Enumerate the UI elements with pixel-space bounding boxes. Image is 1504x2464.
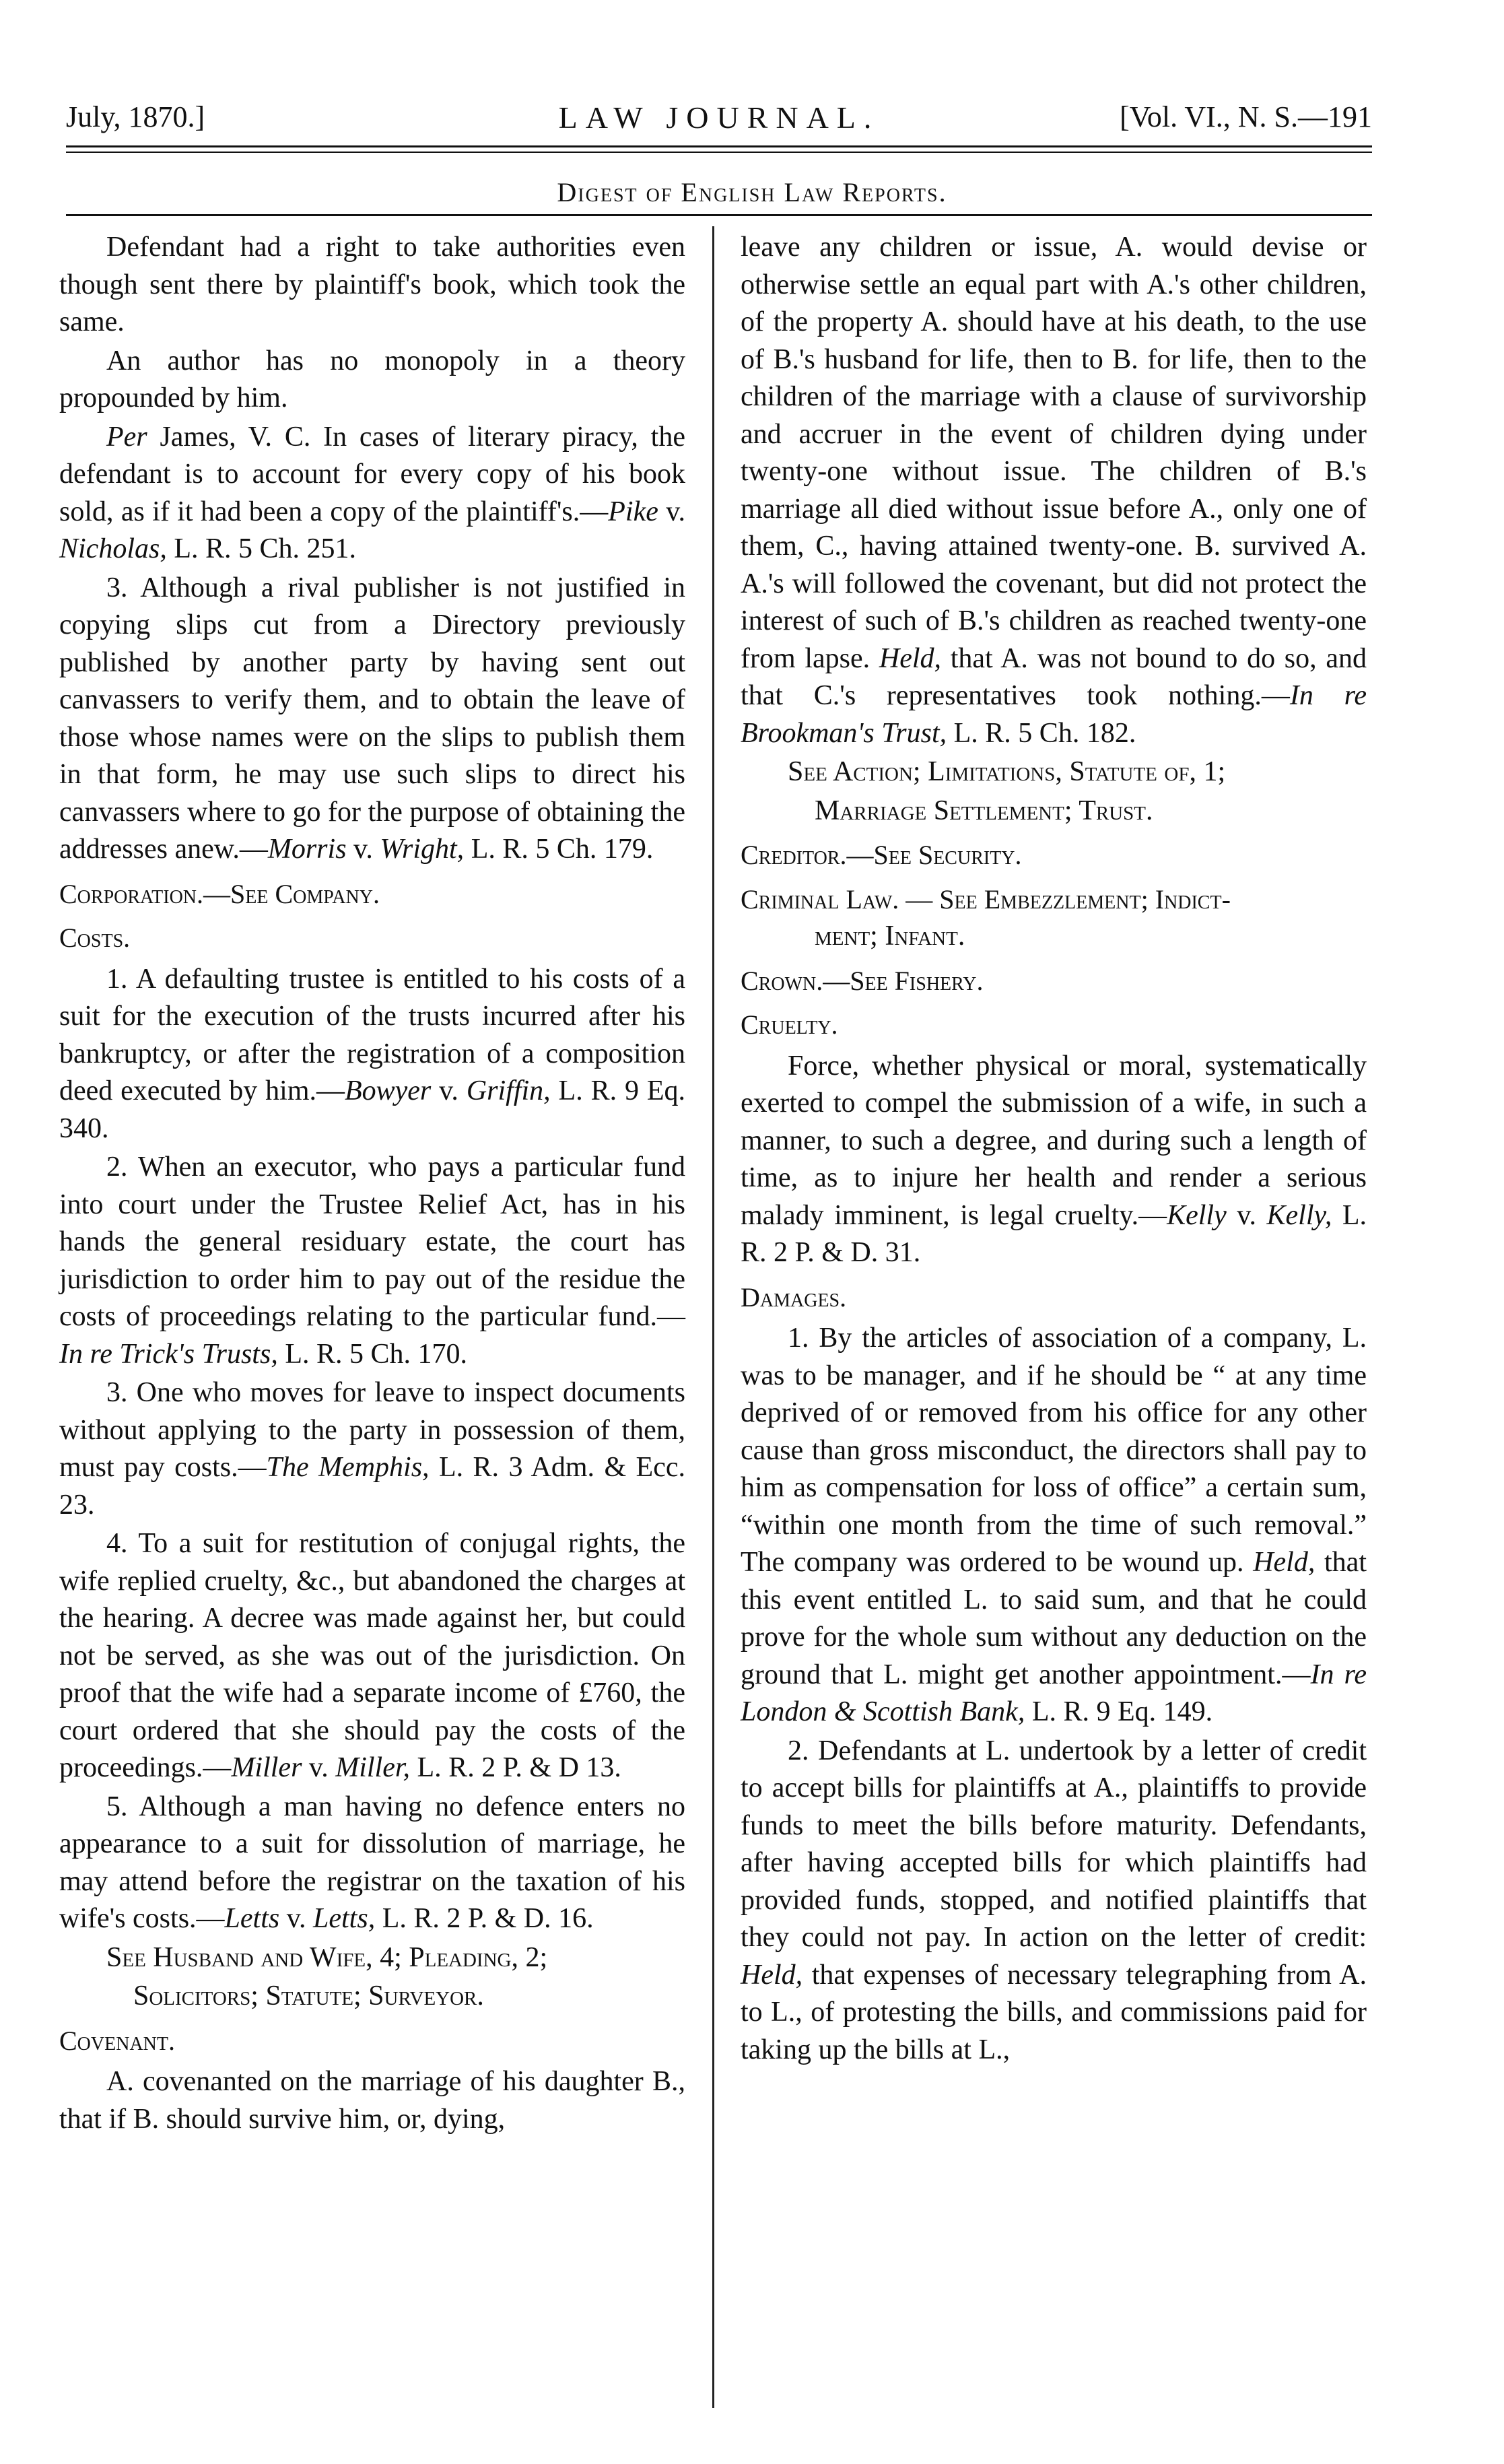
paragraph: 1. By the articles of association of a company, L. was to be manager, and if he should be “ at any time deprived of or removed from his office for any other cause than gross misconduct, the directors shall pay to him as compensation for loss of office” a certain sum, “within one month from the time of such removal.” The company was ordered to be wound up. Held, that this event entitled L. to said sum, and that he could prove for the whole sum without any deduction on the ground that L. might get another appointment.—In re London & Scottish Bank, L. R. 9 Eq. 149. <box>741 1323 1367 1727</box>
case-name: Kelly, <box>1266 1199 1332 1231</box>
left-column <box>59 229 685 2139</box>
entry-heading-damages: Damages. <box>741 1281 847 1312</box>
entry-heading-costs: Costs. <box>59 923 131 953</box>
paragraph: 2. Defendants at L. undertook by a letter of credit to accept bills for plaintiffs at A., plaintiffs to provide funds to meet the bills before maturity. Defendants, after having accepted bills for which plaintiffs had provided funds, stopped, and notified plaintiffs that they could not pay. In action on the letter of credit: Held, that expenses of necessary telegraphing from A. to L., of protesting the bills, and commissions paid for taking up the bills at L., <box>741 1735 1367 2065</box>
right-column <box>741 229 1367 2070</box>
held-label: Held, <box>1253 1547 1315 1578</box>
entry-heading-crown: Crown.—See Fishery. <box>741 965 984 996</box>
header-journal-title: LAW JOURNAL. <box>558 100 880 135</box>
paragraph: 4. To a suit for restitution of conjugal rights, the wife replied cruelty, &c., but abandoned the charges at the hearing. A decree was made against her, but could not be served, as she was out of the jurisdiction. On proof that the wife had a separate income of £760, the court ordered that she should pay the costs of the proceedings.—Miller v. Miller, L. R. 2 P. & D 13. <box>59 1528 685 1783</box>
citation: L. R. 2 P. & D. 16. <box>375 1903 594 1934</box>
citation: L. R. 5 Ch. 251. <box>166 533 357 564</box>
citation: L. R. 2 P. & D 13. <box>410 1752 621 1783</box>
case-name: Miller <box>231 1752 302 1783</box>
entry-heading-criminal-law: Criminal Law. — See Embezzlement; Indict- <box>741 884 1231 914</box>
held-label: Held, <box>879 642 942 674</box>
case-name: Letts <box>224 1903 280 1934</box>
paragraph: Force, whether physical or moral, systematically exerted to compel the submission of a wife, in such a manner, to such a degree, and during such a length of time, as to injure her health and render a serious malady imminent, is legal cruelty.—Kelly v. Kelly, L. R. 2 P. & D. 31. <box>741 1050 1367 1268</box>
cross-reference: Solicitors; Statute; Surveyor. <box>133 1980 484 2011</box>
case-name: Letts, <box>313 1903 376 1934</box>
citation: L. R. 5 Ch. 170. <box>277 1338 468 1370</box>
header-rule-thick <box>66 145 1372 147</box>
case-name: Nicholas, <box>59 533 167 564</box>
column-divider <box>712 226 714 2408</box>
entry-heading-criminal-law-cont: ment; Infant. <box>815 921 965 952</box>
header-volume-page: [Vol. VI., N. S.—191 <box>1120 100 1372 133</box>
case-name: Miller, <box>335 1752 411 1783</box>
citation: L. R. 5 Ch. 182. <box>947 717 1136 749</box>
entry-heading-covenant: Covenant. <box>59 2025 175 2056</box>
held-label: Held, <box>741 1959 803 1991</box>
paragraph: 1. A defaulting trustee is entitled to his costs of a suit for the execution of the trusts incurred after his bankruptcy, or after the registration of a composition deed executed by him.—Bowyer v. Griffin, L. R. 9 Eq. 340. <box>59 963 685 1144</box>
case-name: Pike <box>608 496 658 527</box>
citation: L. R. 9 Eq. 149. <box>1025 1696 1213 1727</box>
case-name: Morris <box>267 834 347 865</box>
case-name: In re Brookman's Trust, <box>741 680 1367 749</box>
cross-reference: See Action; Limitations, Statute of, 1; <box>788 756 1226 787</box>
cross-reference: Marriage Settlement; Trust. <box>815 795 1153 826</box>
paragraph: 5. Although a man having no defence enters no appearance to a suit for dissolution of marriage, he may attend before the registrar on the taxation of his wife's costs.—Letts v. Letts, L. R. 2 P. & D. 16. <box>59 1791 685 1934</box>
per-label: Per <box>106 421 147 453</box>
citation: L. R. 3 Adm. & Ecc. 23. <box>59 1452 685 1521</box>
case-name: Griffin, <box>466 1075 551 1106</box>
page-header <box>66 96 1372 143</box>
case-name: In re London & Scottish Bank, <box>741 1659 1367 1727</box>
paragraph: An author has no monopoly in a theory propounded by him. <box>59 345 685 413</box>
entry-heading-corporation: Corporation.—See Company. <box>59 878 380 909</box>
case-name: In re Trick's Trusts, <box>59 1338 278 1370</box>
case-name: The Memphis, <box>266 1452 430 1483</box>
header-date: July, 1870.] <box>66 100 205 133</box>
paragraph: 2. When an executor, who pays a particular fund into court under the Trustee Relief Act, has in his hands the general residuary estate, the court has jurisdiction to order him to pay out of the residue the costs of proceedings relating to the particular fund.—In re Trick's Trusts, L. R. 5 Ch. 170. <box>59 1152 685 1370</box>
header-rule-thin <box>66 152 1372 153</box>
entry-heading-creditor: Creditor.—See Security. <box>741 840 1022 870</box>
paragraph: A. covenanted on the marriage of his daughter B., that if B. should survive him, or, dying, <box>59 2066 685 2135</box>
section-rule <box>66 214 1372 216</box>
paragraph: 3. Although a rival publisher is not justified in copying slips cut from a Directory previously published by another party by having sent out canvassers to verify them, and to obtain the leave of those whose names were on the slips to publish them in that form, he may use such slips to direct his canvassers where to go for the purpose of obtaining the addresses anew.—Morris v. Wright, L. R. 5 Ch. 179. <box>59 572 685 865</box>
entry-heading-cruelty: Cruelty. <box>741 1009 838 1040</box>
paragraph: Defendant had a right to take authorities even though sent there by plaintiff's book, which took the same. <box>59 232 685 337</box>
citation: L. R. 9 Eq. 340. <box>59 1075 685 1144</box>
paragraph: Per James, V. C. In cases of literary piracy, the defendant is to account for every copy of his book sold, as if it had been a copy of the plaintiff's.—Pike v. Nicholas, L. R. 5 Ch. 251. <box>59 421 685 564</box>
citation: L. R. 2 P. & D. 31. <box>741 1199 1367 1268</box>
case-name: Bowyer <box>344 1075 432 1106</box>
paragraph: leave any children or issue, A. would devise or otherwise settle an equal part with A.'s other children, of the property A. should have at his death, to the use of B.'s husband for life, then to B. for life, then to the children of the marriage with a clause of survivorship and accruer in the event of children dying under twenty-one without issue. The children of B.'s marriage all died without issue before A., only one of them, C., having attained twenty-one. B. survived A. A.'s will followed the covenant, but did not protect the interest of such of B.'s children as reached twenty-one from lapse. Held, that A. was not bound to do so, and that C.'s representatives took nothing.—In re Brookman's Trust, L. R. 5 Ch. 182. <box>741 232 1367 749</box>
case-name: Wright, <box>380 834 465 865</box>
cross-reference: See Husband and Wife, 4; Pleading, 2; <box>106 1941 548 1973</box>
case-name: Kelly <box>1167 1199 1227 1231</box>
paragraph: 3. One who moves for leave to inspect documents without applying to the party in possession of them, must pay costs.—The Memphis, L. R. 3 Adm. & Ecc. 23. <box>59 1377 685 1521</box>
citation: L. R. 5 Ch. 179. <box>464 834 654 865</box>
section-title: Digest of English Law Reports. <box>557 177 947 207</box>
